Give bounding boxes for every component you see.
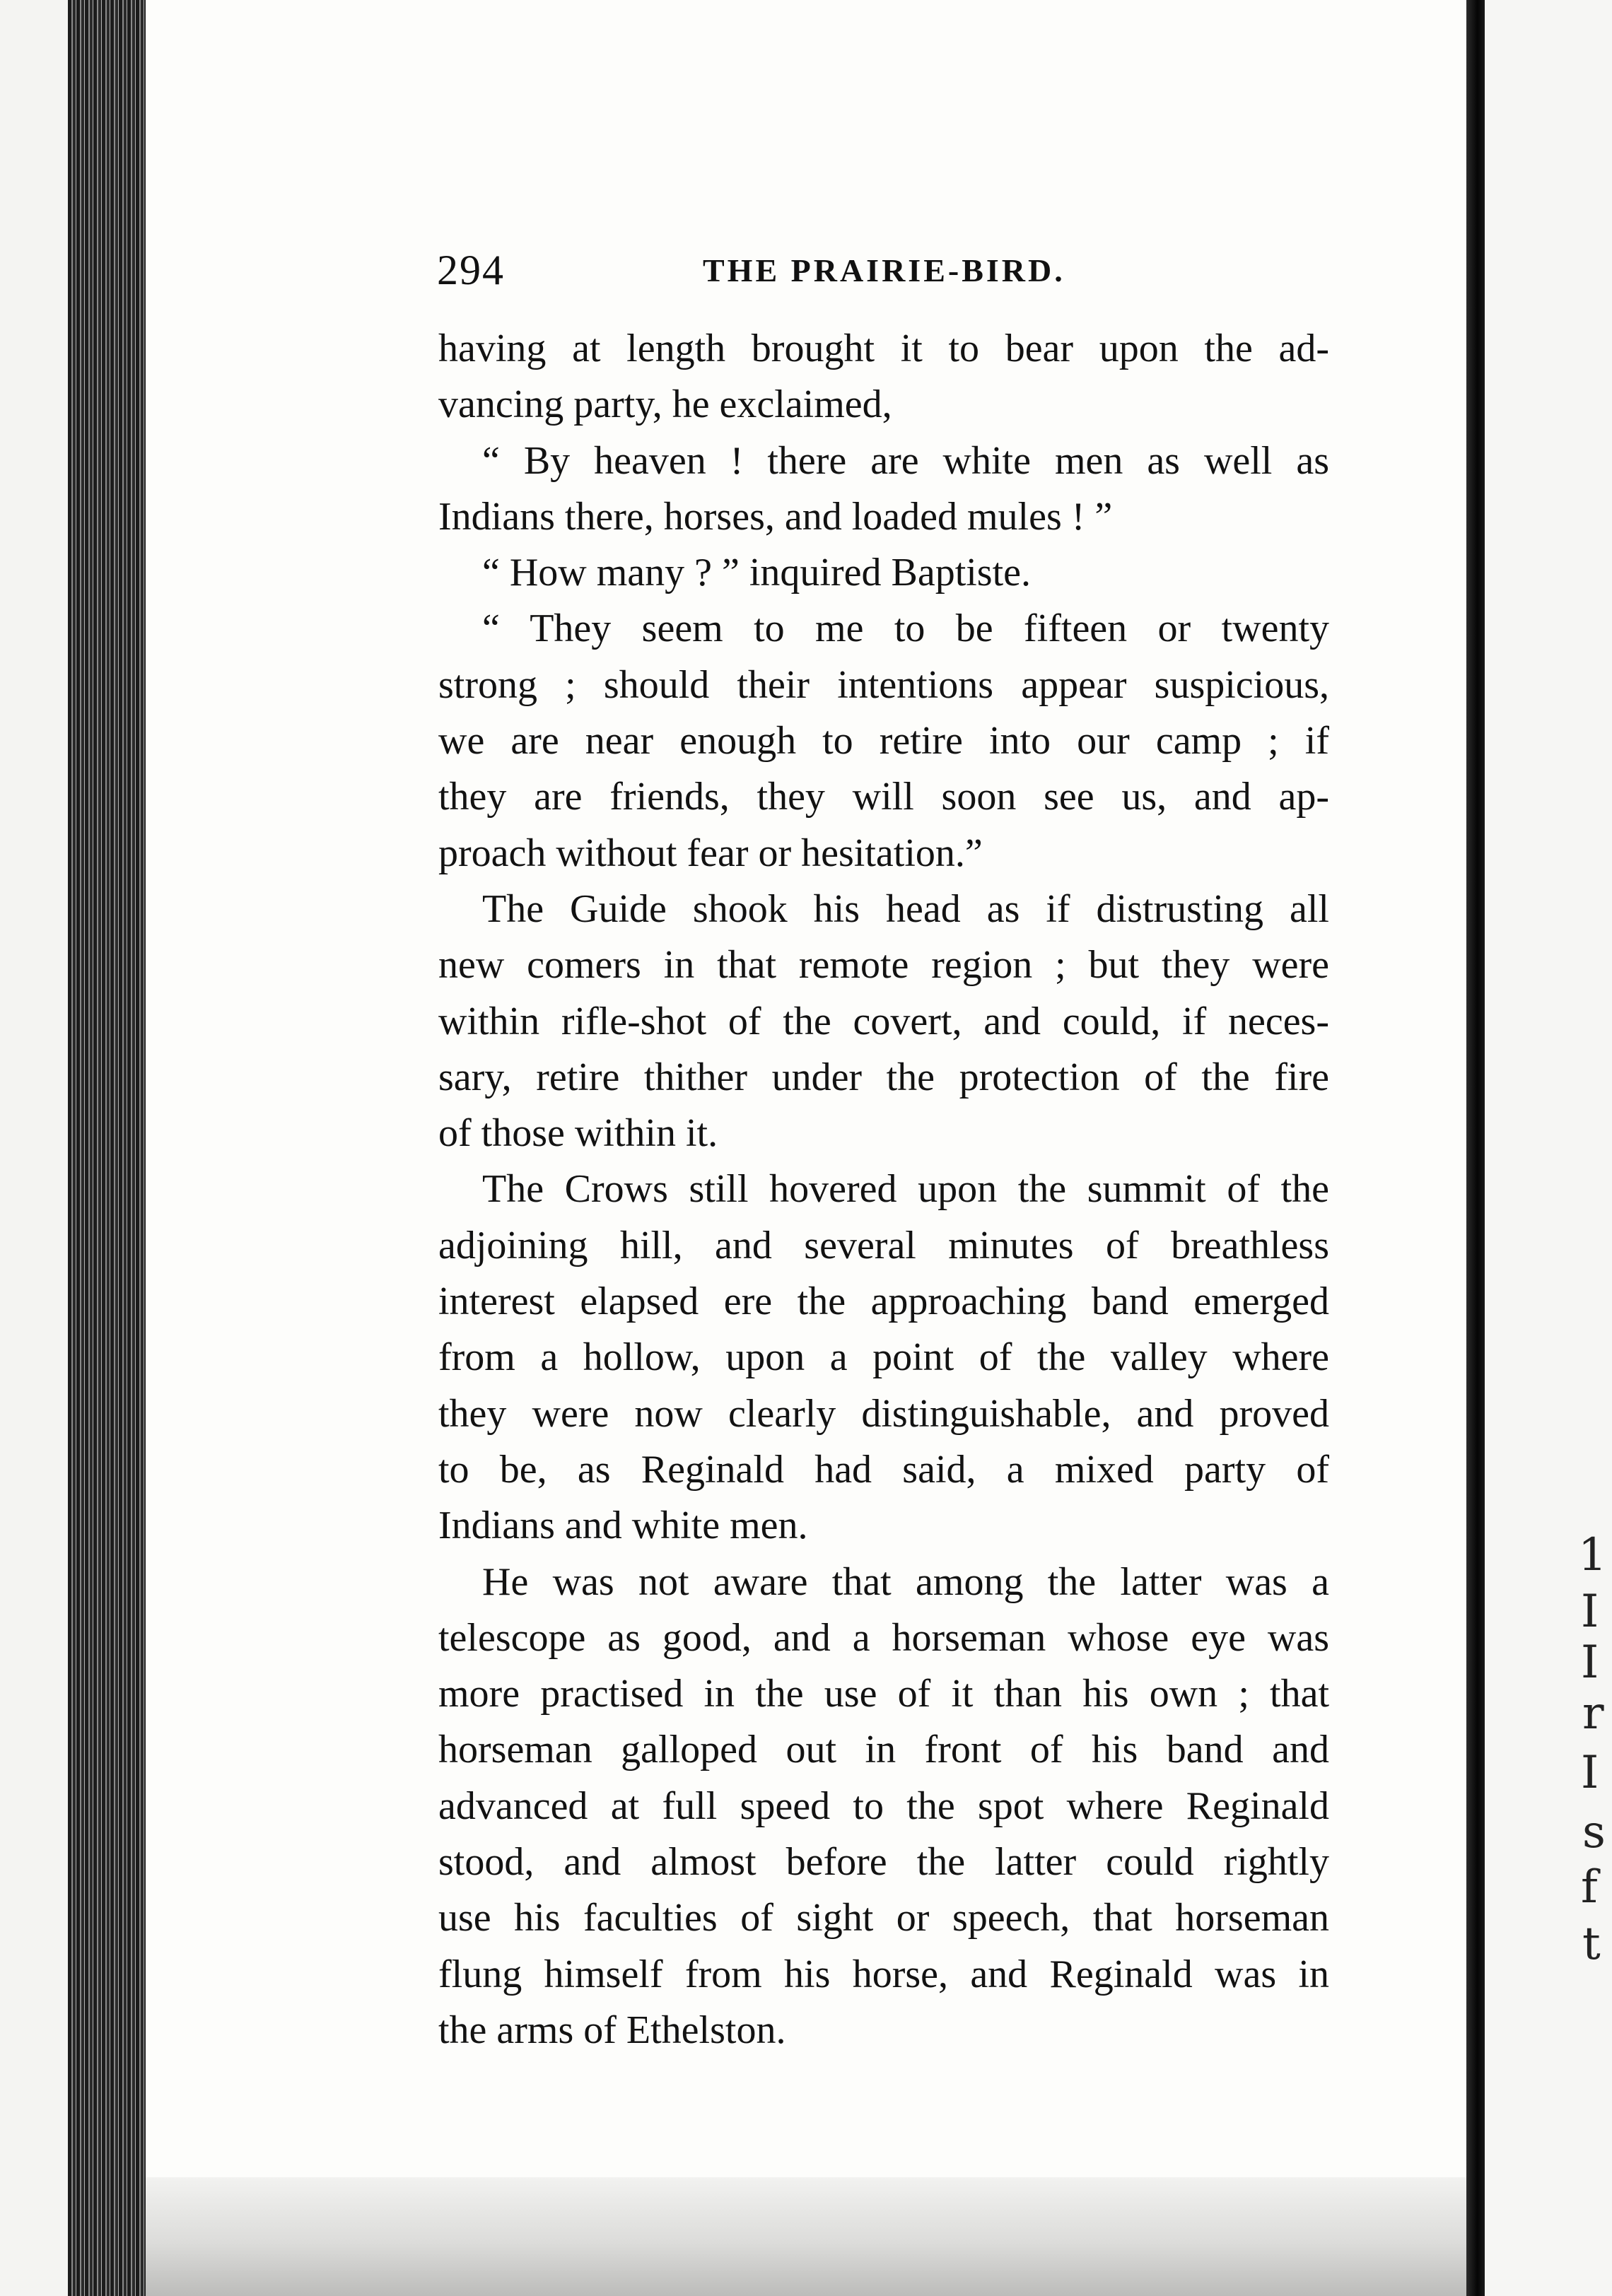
text-line: from a hollow, upon a point of the valley where — [438, 1335, 1329, 1380]
binding-gutter — [1466, 0, 1485, 2296]
text-line: “ By heaven ! there are white men as well as — [482, 438, 1329, 483]
text-line: more practised in the use of it than his own ; that — [438, 1672, 1329, 1716]
text-line: within rifle-shot of the covert, and could, if neces- — [438, 999, 1329, 1043]
text-line: use his faculties of sight or speech, that horseman — [438, 1896, 1329, 1940]
facing-page-glyph: I — [1581, 1747, 1599, 1799]
text-line: strong ; should their intentions appear suspicious, — [438, 662, 1329, 707]
text-line: “ They seem to me to be fifteen or twenty — [482, 607, 1329, 651]
text-line: He was not aware that among the latter was a — [482, 1559, 1329, 1604]
facing-page-glyph: 1 — [1578, 1529, 1607, 1581]
text-line: of those within it. — [438, 1111, 718, 1156]
text-line: The Guide shook his head as if distrusting all — [482, 886, 1329, 931]
text-line: they are friends, they will soon see us, and ap- — [438, 775, 1329, 819]
text-line: Indians there, horses, and loaded mules ! ” — [438, 494, 1113, 539]
text-line: to be, as Reginald had said, a mixed party of — [438, 1447, 1329, 1492]
text-line: horseman galloped out in front of his band and — [438, 1728, 1329, 1772]
text-line: adjoining hill, and several minutes of breathless — [438, 1223, 1329, 1267]
facing-page-glyph: s — [1582, 1806, 1606, 1858]
page-number: 294 — [437, 247, 505, 293]
text-line: stood, and almost before the latter could rightly — [438, 1840, 1329, 1885]
body-text — [438, 321, 1329, 2058]
facing-page-glyph: t — [1582, 1918, 1601, 1970]
page-bottom-shadow — [146, 2177, 1466, 2296]
text-line: sary, retire thither under the protection of the fire — [438, 1055, 1329, 1099]
text-line: telescope as good, and a horseman whose eye was — [438, 1615, 1329, 1660]
text-line: new comers in that remote region ; but they were — [438, 943, 1329, 988]
text-line: we are near enough to retire into our camp ; if — [438, 719, 1329, 763]
facing-page-glyph: I — [1581, 1636, 1599, 1689]
text-line: advanced at full speed to the spot where Reginald — [438, 1784, 1329, 1828]
text-line: they were now clearly distinguishable, and proved — [438, 1391, 1329, 1436]
text-line: vancing party, he exclaimed, — [438, 382, 892, 427]
left-margin — [0, 0, 68, 2296]
facing-page-glyph: r — [1582, 1687, 1604, 1740]
text-line: flung himself from his horse, and Reginald was in — [438, 1952, 1329, 1996]
running-head — [437, 246, 1356, 303]
text-line: proach without fear or hesitation.” — [438, 831, 983, 875]
text-line: The Crows still hovered upon the summit of the — [482, 1167, 1329, 1212]
facing-page-glyph: I — [1581, 1586, 1599, 1638]
text-line: interest elapsed ere the approaching band emerged — [438, 1279, 1329, 1324]
text-line: having at length brought it to bear upon the ad- — [438, 327, 1329, 370]
text-line: Indians and white men. — [438, 1504, 808, 1548]
facing-page-glyph: f — [1581, 1861, 1598, 1914]
page-edges-stack — [68, 0, 146, 2296]
text-line: “ How many ? ” inquired Baptiste. — [482, 551, 1032, 595]
running-title: THE PRAIRIE-BIRD. — [703, 252, 1065, 288]
text-line: the arms of Ethelston. — [438, 2008, 786, 2052]
